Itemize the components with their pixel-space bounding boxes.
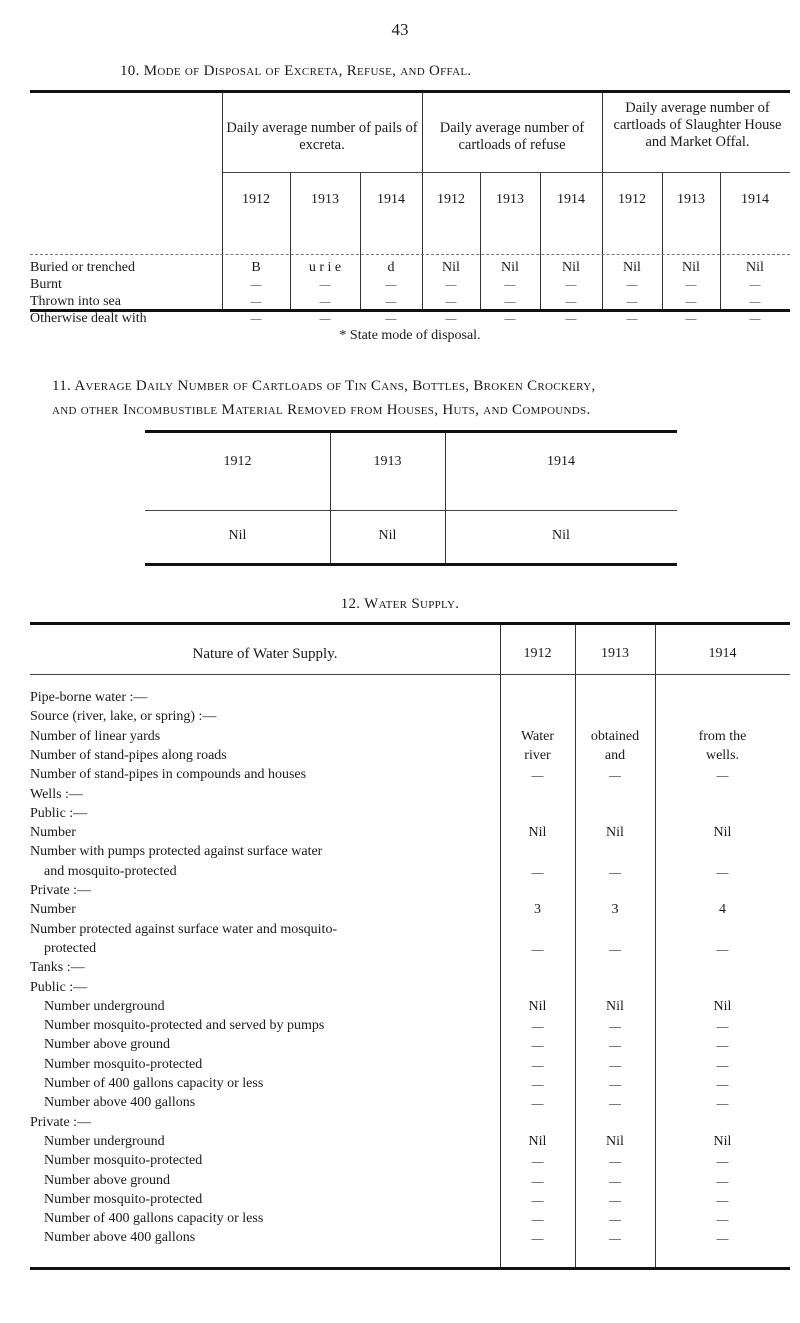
s10-year-header: 1912 (618, 192, 646, 207)
s11-value-1914: Nil (552, 528, 570, 543)
water-cell: — (716, 1173, 729, 1188)
water-row-label: Number above ground (44, 1172, 170, 1188)
water-cell: — (531, 1096, 544, 1111)
s10-cell: — (626, 279, 638, 291)
water-row-label: Number mosquito-protected (44, 1191, 203, 1207)
s10-year-header: 1913 (677, 192, 705, 207)
water-row-label: Number above 400 gallons (44, 1095, 196, 1111)
water-cell: Nil (528, 998, 547, 1014)
section-11-title-line2: and other Incombustible Material Removed from Houses, Huts, and Compounds. (52, 402, 591, 418)
section-11-title-line1: 11. Average Daily Number of Cartloads of Tin Cans, Bottles, Broken Crockery, (52, 378, 596, 394)
water-cell: — (609, 1154, 621, 1169)
water-cell: Nil (606, 1133, 624, 1149)
s10-cell: B (251, 260, 261, 275)
water-cell: — (531, 1173, 544, 1188)
water-cell: — (716, 1077, 729, 1091)
s10-cell: — (626, 313, 638, 325)
s10-year-header: 1914 (557, 192, 585, 207)
water-cell: and (604, 747, 626, 763)
water-cell: Nil (713, 825, 732, 841)
water-row-label: Number of linear yards (30, 728, 161, 744)
s10-cell: — (250, 313, 262, 325)
water-row-label: Number protected against surface water and mosquito- (30, 921, 338, 937)
water-cell: — (609, 1192, 621, 1207)
water-row-label: and mosquito-protected (44, 863, 177, 879)
s10-cell: — (250, 296, 262, 308)
s11-year-1913: 1913 (373, 454, 402, 469)
s10-cell: — (685, 296, 697, 308)
water-cell: wells. (705, 747, 740, 763)
water-cell: — (716, 1038, 729, 1053)
s10-cell: d (387, 260, 395, 275)
water-cell: — (531, 1077, 544, 1091)
s10-cell: — (385, 313, 397, 325)
s10-cell: Nil (562, 260, 580, 275)
water-row-label: Number mosquito-protected (44, 1056, 203, 1072)
water-cell: — (716, 1057, 729, 1072)
s10-cell: — (445, 279, 457, 291)
section-10-title: 10. Mode of Disposal of Excreta, Refuse, and Offal. (120, 63, 472, 79)
water-header: Nature of Water Supply. (192, 646, 338, 662)
water-row-label: Private :— (30, 883, 92, 898)
water-row-label: Public :— (30, 805, 88, 821)
s10-year-header: 1912 (437, 192, 465, 207)
water-cell: — (716, 1212, 729, 1227)
s10-row-label: Burnt (30, 277, 62, 292)
water-row-label: Number of 400 gallons capacity or less (44, 1076, 264, 1091)
water-cell: — (609, 1057, 621, 1072)
water-cell: Nil (606, 825, 624, 841)
water-row-label: Number of stand-pipes along roads (30, 747, 227, 763)
water-cell: 3 (534, 902, 541, 918)
water-cell: — (716, 941, 729, 956)
s10-cell: — (445, 296, 457, 308)
water-cell: 4 (719, 902, 726, 918)
s12-year-1914: 1914 (708, 646, 737, 661)
water-cell: — (531, 1019, 544, 1034)
water-cell: Nil (713, 998, 732, 1014)
water-row-label: Number mosquito-protected (44, 1153, 203, 1169)
water-row-label: Tanks :— (30, 960, 85, 976)
s10-cell: — (565, 313, 577, 325)
water-cell: — (531, 864, 544, 879)
water-row-label: Number above 400 gallons (44, 1230, 196, 1246)
water-cell: — (609, 1077, 621, 1091)
water-cell: Nil (528, 825, 547, 841)
water-row-label: Number underground (44, 998, 165, 1014)
s10-year-header: 1913 (311, 192, 339, 207)
water-row-label: Number (30, 902, 76, 918)
s11-value-1912: Nil (228, 528, 247, 543)
water-row-label: Number mosquito-protected and served by pumps (44, 1018, 325, 1034)
water-cell: — (531, 1038, 544, 1053)
water-row-label: Number with pumps protected against surface water (30, 844, 323, 860)
s10-cell: — (685, 313, 697, 325)
s10-year-header: 1914 (741, 192, 769, 207)
water-cell: — (716, 768, 729, 783)
s10-year-header: 1912 (242, 192, 270, 207)
water-cell: Nil (606, 998, 624, 1014)
water-cell: — (609, 768, 621, 783)
s10-cell: — (319, 296, 331, 308)
s10-cell: — (565, 279, 577, 291)
water-row-label: Public :— (30, 979, 88, 995)
s10-row-label: Buried or trenched (30, 260, 135, 275)
water-cell: — (609, 1212, 621, 1227)
water-cell: — (531, 1057, 544, 1072)
water-cell: — (716, 1192, 729, 1207)
footnote: * State mode of disposal. (339, 328, 481, 343)
water-cell: — (716, 1154, 729, 1169)
page-number: 43 (391, 20, 409, 39)
s10-cell: — (504, 313, 516, 325)
water-cell: — (609, 941, 621, 956)
s11-value-1913: Nil (378, 528, 397, 543)
water-supply-table (30, 622, 790, 1270)
water-cell: — (716, 864, 729, 879)
s10-row-label: Thrown into sea (30, 294, 121, 309)
s10-cell: Nil (442, 260, 460, 275)
water-cell: — (531, 1231, 544, 1246)
water-row-label: Wells :— (30, 786, 83, 802)
s10-cell: — (749, 296, 761, 308)
water-row-label: Source (river, lake, or spring) :— (30, 709, 217, 725)
disposal-table (30, 90, 790, 326)
water-cell: — (609, 1173, 621, 1188)
s10-cell: — (685, 279, 697, 291)
water-row-label: Number underground (44, 1133, 165, 1149)
header-pails: Daily average number of pails of excreta. (226, 120, 418, 153)
s10-cell: — (385, 279, 397, 291)
water-row-label: Number of 400 gallons capacity or less (44, 1211, 264, 1227)
s10-cell: — (565, 296, 577, 308)
s10-cell: — (504, 279, 516, 291)
water-cell: 3 (611, 902, 619, 918)
s12-year-1913: 1913 (601, 646, 629, 661)
water-row-label: Number above ground (44, 1037, 170, 1053)
s10-cell: — (445, 313, 457, 325)
water-cell: — (609, 1019, 621, 1034)
s10-year-header: 1913 (496, 192, 524, 207)
water-cell: river (524, 747, 551, 763)
s10-cell: — (749, 313, 761, 325)
header-refuse: Daily average number of cartloads of refuse (439, 120, 585, 153)
water-cell: Nil (528, 1133, 547, 1149)
water-row-label: Pipe-borne water :— (30, 690, 148, 705)
s10-cell: — (250, 279, 262, 291)
water-cell: — (609, 1096, 621, 1111)
s10-cell: u r i e (308, 260, 342, 275)
s10-cell: — (749, 279, 761, 291)
water-cell: — (716, 1019, 729, 1034)
header-offal: Daily average number of cartloads of Slaughter House and Market Offal. (613, 100, 782, 150)
water-cell: from the (698, 728, 747, 744)
water-cell: Water (520, 728, 555, 744)
water-cell: — (716, 1231, 729, 1246)
water-cell: — (716, 1096, 729, 1111)
water-cell: Nil (713, 1133, 732, 1149)
water-row-label: protected (44, 940, 97, 956)
section-12-title: 12. Water Supply. (340, 596, 460, 612)
water-cell: — (609, 864, 621, 879)
s10-year-header: 1914 (377, 192, 405, 207)
water-cell: — (531, 1192, 544, 1207)
water-cell: — (531, 941, 544, 956)
s10-cell: — (626, 296, 638, 308)
water-row-label: Private :— (30, 1114, 92, 1130)
water-row-label: Number of stand-pipes in compounds and houses (30, 767, 307, 783)
s10-cell: — (385, 296, 397, 308)
water-cell: — (609, 1038, 621, 1053)
water-cell: — (531, 1154, 544, 1169)
s10-cell: Nil (682, 260, 700, 275)
s12-year-1912: 1912 (523, 646, 552, 661)
s10-cell: — (319, 313, 331, 325)
s10-cell: — (319, 279, 331, 291)
s11-year-1912: 1912 (223, 454, 252, 469)
s10-cell: Nil (746, 260, 764, 275)
water-cell: obtained (590, 728, 640, 744)
s10-row-label: Otherwise dealt with (30, 311, 147, 326)
incombustible-table (145, 430, 677, 566)
water-cell: — (609, 1231, 621, 1246)
water-cell: — (531, 1212, 544, 1227)
s10-cell: Nil (501, 260, 519, 275)
water-row-label: Number (30, 825, 76, 841)
s11-year-1914: 1914 (547, 454, 575, 469)
s10-cell: Nil (623, 260, 641, 275)
s10-cell: — (504, 296, 516, 308)
water-cell: — (531, 768, 544, 783)
